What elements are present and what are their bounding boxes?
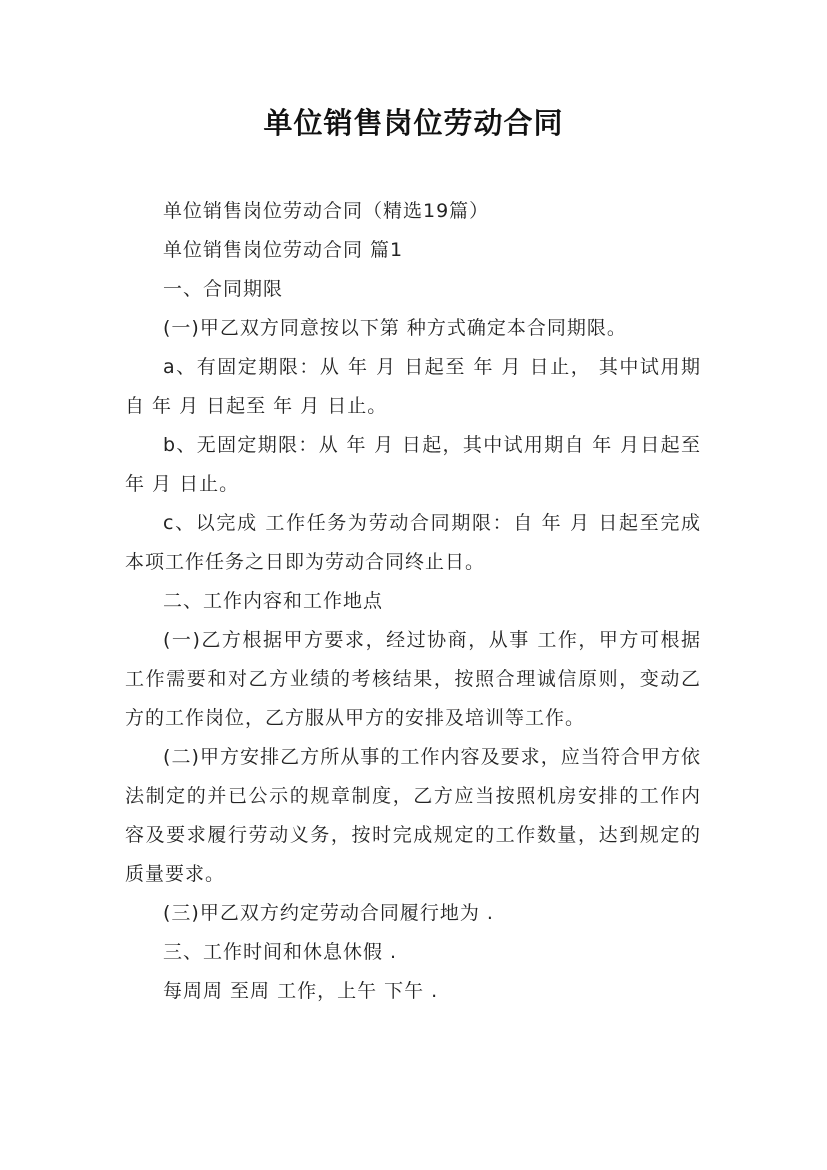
document-title: 单位销售岗位劳动合同: [263, 106, 564, 140]
paragraph: b、无固定期限：从 年 月 日起，其中试用期自 年 月日起至 年 月 日止。: [125, 434, 701, 495]
paragraph-heading-work-content: 二、工作内容和工作地点: [163, 590, 384, 612]
paragraph-subtitle: 单位销售岗位劳动合同（精选19篇）: [163, 200, 490, 222]
paragraph-section-heading: 单位销售岗位劳动合同 篇1: [163, 239, 404, 261]
document-body: [125, 192, 701, 1011]
paragraph: (二)甲方安排乙方所从事的工作内容及要求，应当符合甲方依法制定的并已公示的规章制度，乙方应当按照机房安排的工作内容及要求履行劳动义务，按时完成规定的工作数量，达到规定的质量要求。: [125, 746, 701, 885]
paragraph-heading-contract-term: 一、合同期限: [163, 278, 284, 300]
paragraph-heading-work-hours: 三、工作时间和休息休假 .: [163, 941, 398, 963]
paragraph: (一)乙方根据甲方要求，经过协商，从事 工作，甲方可根据工作需要和对乙方业绩的考核结果，按照合理诚信原则，变动乙方的工作岗位，乙方服从甲方的安排及培训等工作。: [125, 629, 701, 729]
paragraph: (一)甲乙双方同意按以下第 种方式确定本合同期限。: [163, 317, 627, 339]
paragraph: 每周周 至周 工作，上午 下午 .: [163, 980, 439, 1002]
paragraph: a、有固定期限：从 年 月 日起至 年 月 日止， 其中试用期自 年 月 日起至 年 月 日止。: [125, 356, 701, 417]
paragraph: c、以完成 工作任务为劳动合同期限：自 年 月 日起至完成本项工作任务之日即为劳动合同终止日。: [125, 512, 701, 573]
paragraph: (三)甲乙双方约定劳动合同履行地为 .: [163, 902, 494, 924]
